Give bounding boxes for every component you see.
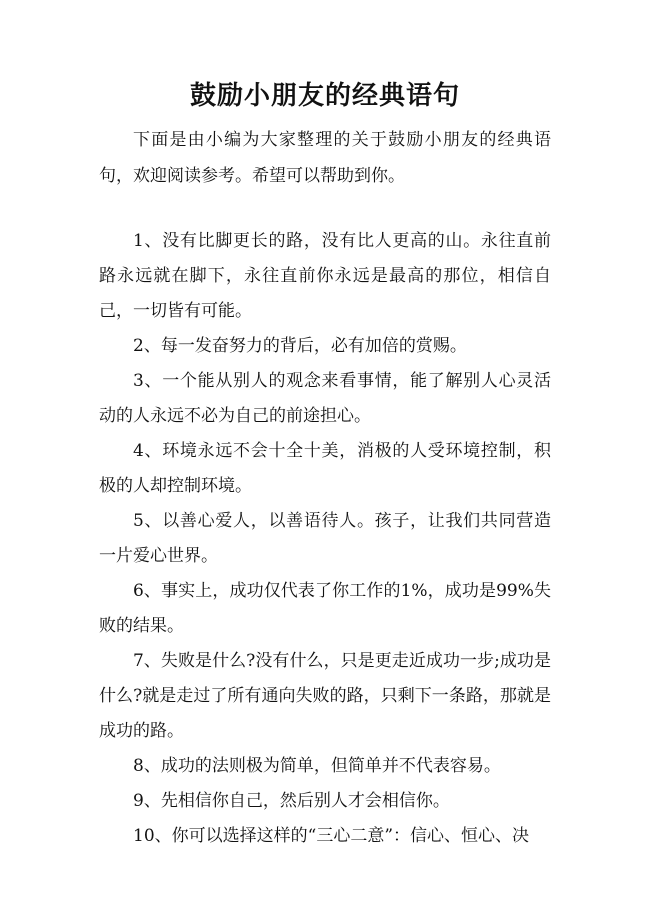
quote-item: 5、以善心爱人，以善语待人。孩子，让我们共同营造一片爱心世界。: [99, 511, 551, 566]
quote-item: 8、成功的法则极为简单，但简单并不代表容易。: [133, 756, 501, 776]
intro-paragraph: 下面是由小编为大家整理的关于鼓励小朋友的经典语句，欢迎阅读参考。希望可以帮助到你。: [99, 130, 551, 186]
quote-item: 4、环境永远不会十全十美，消极的人受环境控制，积极的人却控制环境。: [99, 441, 551, 496]
document-title: 鼓励小朋友的经典语句: [189, 81, 460, 111]
quote-item: 9、先相信你自己，然后别人才会相信你。: [133, 791, 450, 811]
quote-item: 3、一个能从别人的观念来看事情，能了解别人心灵活动的人永远不必为自己的前途担心。: [99, 371, 551, 426]
quote-item: 1、没有比脚更长的路，没有比人更高的山。永往直前路永远就在脚下，永往直前你永远是最高的那位，相信自己，一切皆有可能。: [99, 231, 551, 321]
quote-item: 7、失败是什么?没有什么，只是更走近成功一步;成功是什么?就是走过了所有通向失败的路，只剩下一条路，那就是成功的路。: [99, 651, 551, 741]
quote-item: 6、事实上，成功仅代表了你工作的1%，成功是99%失败的结果。: [99, 581, 551, 636]
quote-list: [99, 224, 551, 854]
quote-item: 10、你可以选择这样的“三心二意”：信心、恒心、决: [133, 826, 530, 846]
quote-item: 2、每一发奋努力的背后，必有加倍的赏赐。: [133, 336, 467, 356]
